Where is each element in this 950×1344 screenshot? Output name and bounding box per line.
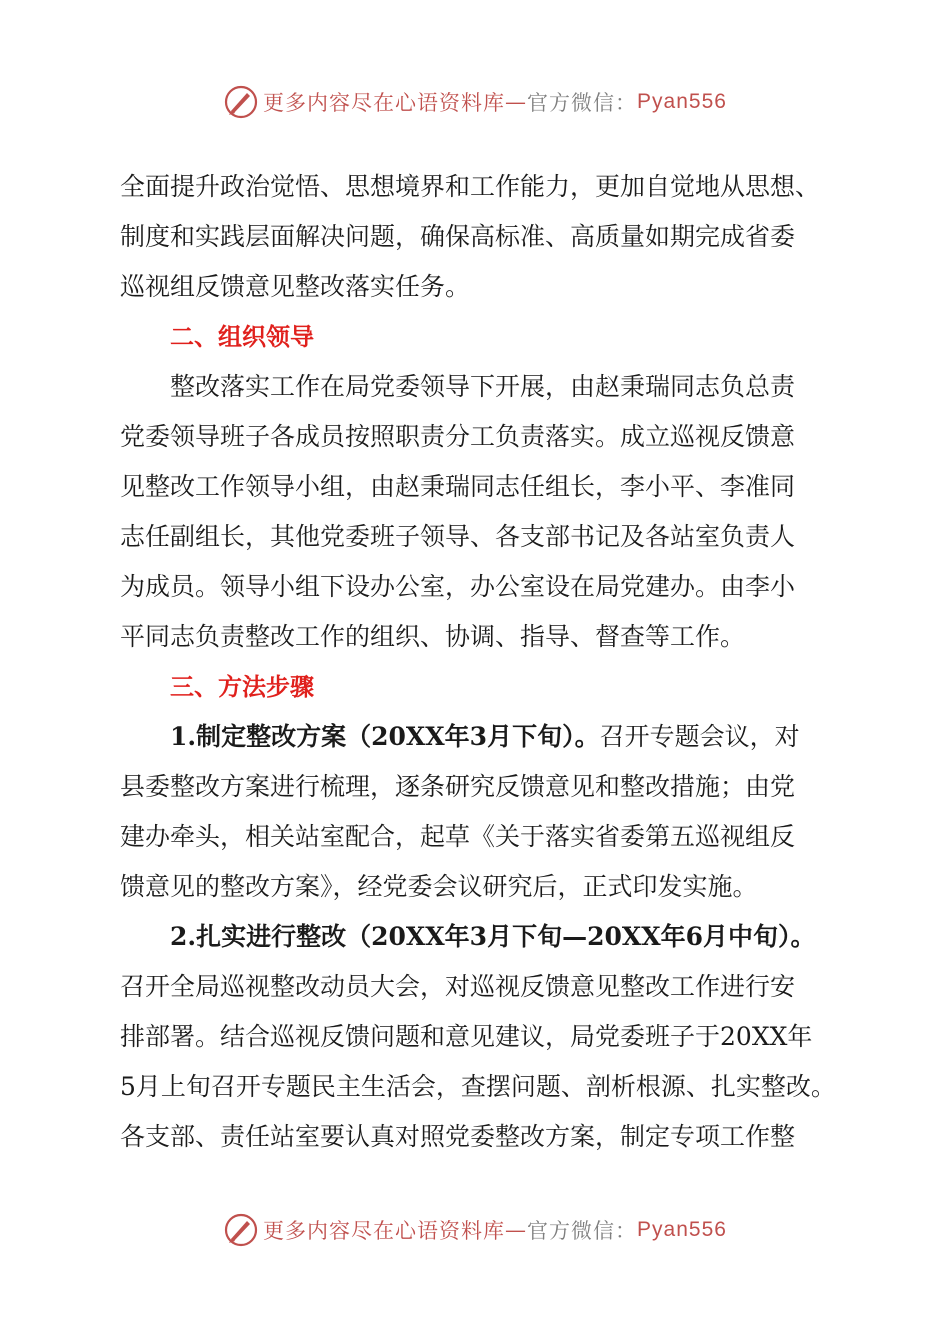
paragraph-line: 全面提升政治觉悟、思想境界和工作能力，更加自觉地从思想、 — [120, 172, 821, 201]
pen-circle-logo-icon — [223, 84, 259, 120]
banner-official-text: 官方微信： — [527, 1219, 638, 1243]
paragraph-line: 党委领导班子各成员按照职责分工负责落实。成立巡视反馈意 — [120, 422, 796, 451]
banner-site-text: 更多内容尽在心语资料库 — [263, 1219, 506, 1243]
paragraph-line-step1 — [170, 722, 860, 752]
section-heading-methods: 三、方法步骤 — [170, 673, 314, 701]
header-banner — [0, 82, 950, 122]
step2-title: 2.扎实进行整改（20XX年3月下旬—20XX年6月中旬）。 — [170, 922, 816, 951]
paragraph-line: 召开全局巡视整改动员大会，对巡视反馈意见整改工作进行安 — [120, 972, 796, 1001]
step1-title: 1.制定整改方案（20XX年3月下旬）。 — [170, 722, 600, 751]
banner-wechat-id: Pyan556 — [637, 90, 727, 113]
step1-text: 召开专题会议，对 — [599, 722, 800, 751]
section-heading-organization: 二、组织领导 — [170, 323, 314, 351]
banner-site-text: 更多内容尽在心语资料库 — [263, 91, 506, 115]
paragraph-line: 建办牵头，相关站室配合，起草《关于落实省委第五巡视组反 — [120, 822, 796, 851]
banner-dash: — — [505, 1218, 528, 1242]
footer-banner — [0, 1210, 950, 1250]
pen-circle-logo-icon — [223, 1212, 259, 1248]
paragraph-line: 平同志负责整改工作的组织、协调、指导、督查等工作。 — [120, 622, 746, 651]
paragraph-line: 制度和实践层面解决问题，确保高标准、高质量如期完成省委 — [120, 222, 796, 251]
banner-wechat-id: Pyan556 — [637, 1218, 727, 1241]
paragraph-line: 排部署。结合巡视反馈问题和意见建议，局党委班子于20XX年 — [120, 1022, 813, 1051]
paragraph-line: 巡视组反馈意见整改落实任务。 — [120, 272, 471, 301]
paragraph-line: 见整改工作领导小组，由赵秉瑞同志任组长，李小平、李准同 — [120, 472, 796, 501]
paragraph-line: 各支部、责任站室要认真对照党委整改方案，制定专项工作整 — [120, 1122, 796, 1151]
paragraph-line: 5月上旬召开专题民主生活会，查摆问题、剖析根源、扎实整改。 — [120, 1072, 836, 1101]
paragraph-line: 县委整改方案进行梳理，逐条研究反馈意见和整改措施；由党 — [120, 772, 796, 801]
paragraph-line: 整改落实工作在局党委领导下开展，由赵秉瑞同志负总责 — [170, 372, 796, 401]
paragraph-line: 志任副组长，其他党委班子领导、各支部书记及各站室负责人 — [120, 522, 796, 551]
banner-dash: — — [505, 90, 528, 114]
banner-official-text: 官方微信： — [527, 91, 638, 115]
paragraph-line: 馈意见的整改方案》，经党委会议研究后，正式印发实施。 — [120, 872, 758, 901]
paragraph-line: 为成员。领导小组下设办公室，办公室设在局党建办。由李小 — [120, 572, 796, 601]
